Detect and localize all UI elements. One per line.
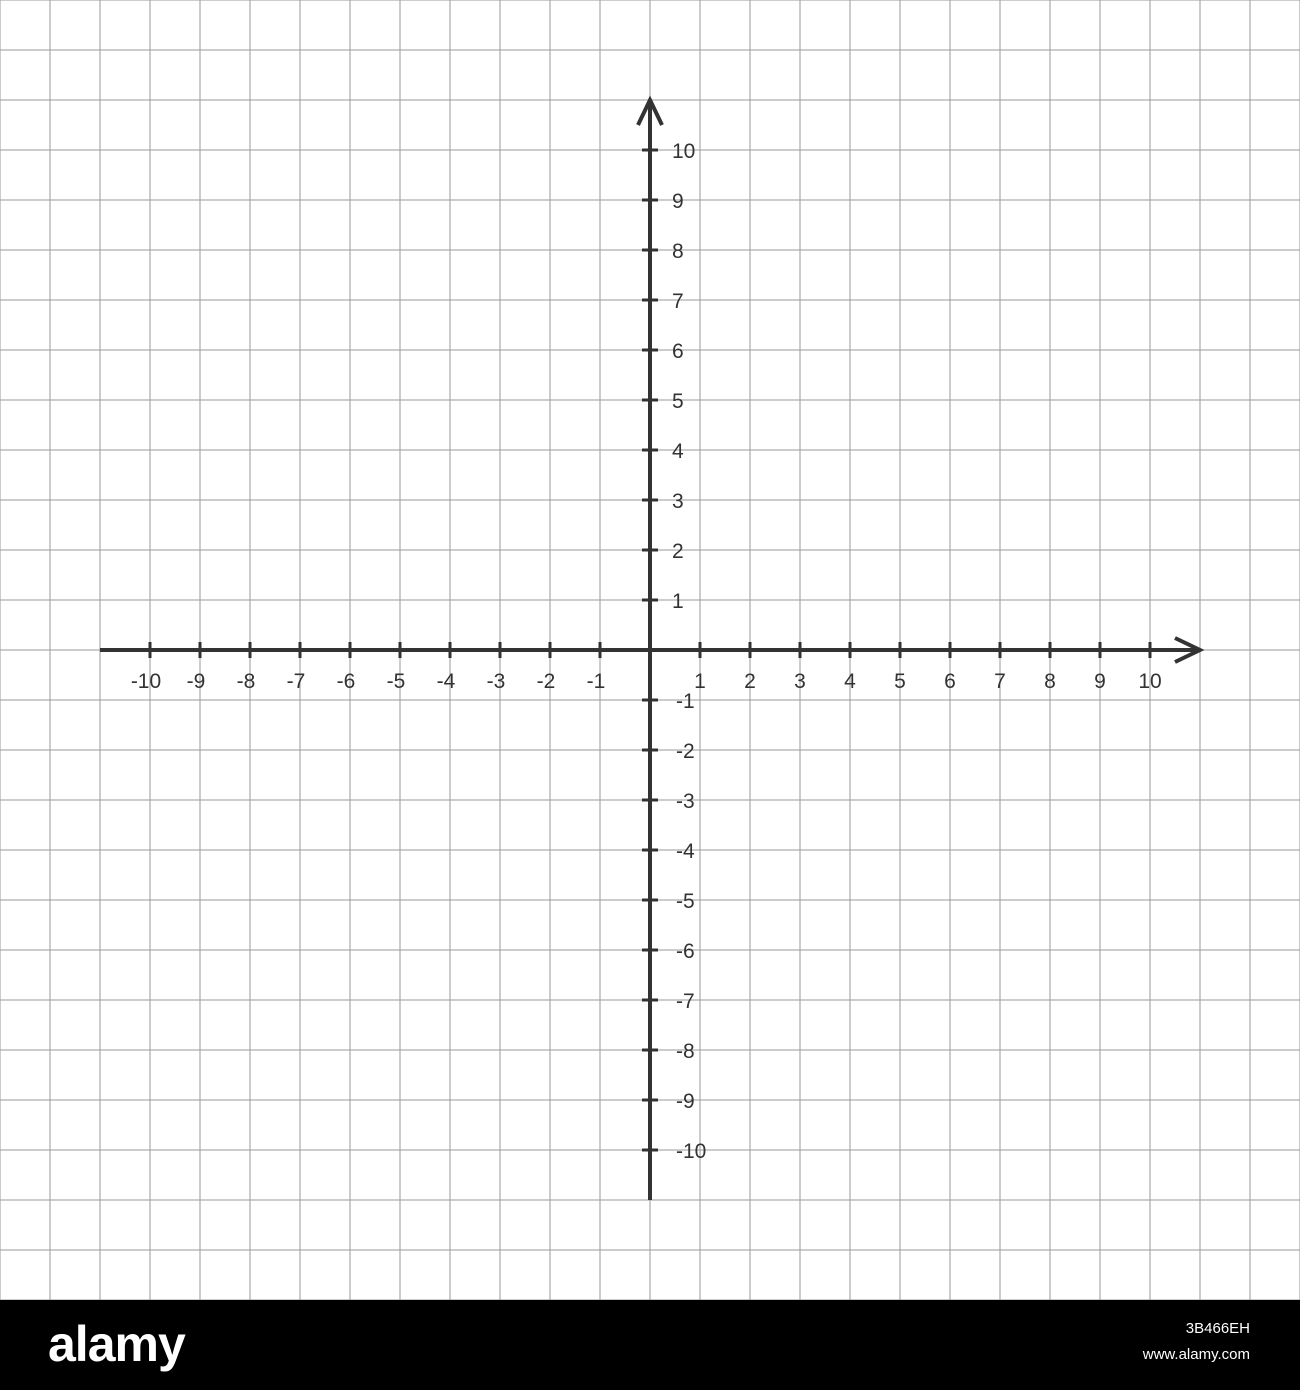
y-tick-label: 4: [672, 440, 684, 463]
y-tick-label: 2: [672, 540, 684, 563]
axes: [100, 100, 1200, 1200]
x-tick-label: 4: [844, 670, 856, 693]
y-tick-label: -6: [676, 940, 695, 963]
y-tick-label: -4: [676, 840, 695, 863]
x-tick-label: -7: [286, 670, 306, 693]
y-tick-label: -7: [676, 990, 695, 1013]
x-tick-label: -5: [386, 670, 406, 693]
y-tick-label: -9: [676, 1090, 695, 1113]
y-tick-label: 8: [672, 240, 684, 263]
x-tick-label: -6: [336, 670, 356, 693]
x-tick-label: 2: [744, 670, 756, 693]
y-tick-label: 1: [672, 590, 684, 613]
x-tick-label: 7: [994, 670, 1006, 693]
x-tick-label: 3: [794, 670, 806, 693]
brand-logo: alamy: [48, 1316, 185, 1372]
x-tick-label: -10: [130, 670, 162, 693]
x-tick-label: -4: [436, 670, 456, 693]
y-tick-label: -10: [676, 1140, 707, 1163]
image-id: 3B466EH: [1185, 1320, 1250, 1337]
y-tick-label: 6: [672, 340, 684, 363]
y-tick-label: -3: [676, 790, 695, 813]
x-tick-label: 5: [894, 670, 906, 693]
x-tick-label: 6: [944, 670, 956, 693]
x-tick-label: -8: [236, 670, 256, 693]
y-tick-label: -8: [676, 1040, 695, 1063]
y-tick-label: -2: [676, 740, 695, 763]
y-tick-label: -5: [676, 890, 695, 913]
x-tick-label: -1: [586, 670, 606, 693]
x-tick-label: 10: [1138, 670, 1162, 693]
x-tick-label: -2: [536, 670, 556, 693]
watermark-footer: [0, 1300, 1300, 1390]
y-tick-label: 9: [672, 190, 684, 213]
site-url: www.alamy.com: [1142, 1346, 1250, 1363]
y-tick-label: 7: [672, 290, 684, 313]
x-tick-label: -9: [186, 670, 206, 693]
y-tick-label: 5: [672, 390, 684, 413]
y-tick-label: 3: [672, 490, 684, 513]
y-tick-label: -1: [676, 690, 695, 713]
x-tick-label: 8: [1044, 670, 1056, 693]
y-tick-label: 10: [672, 140, 696, 163]
x-tick-label: -3: [486, 670, 506, 693]
x-tick-label: 9: [1094, 670, 1106, 693]
x-tick-label: 1: [694, 670, 706, 693]
